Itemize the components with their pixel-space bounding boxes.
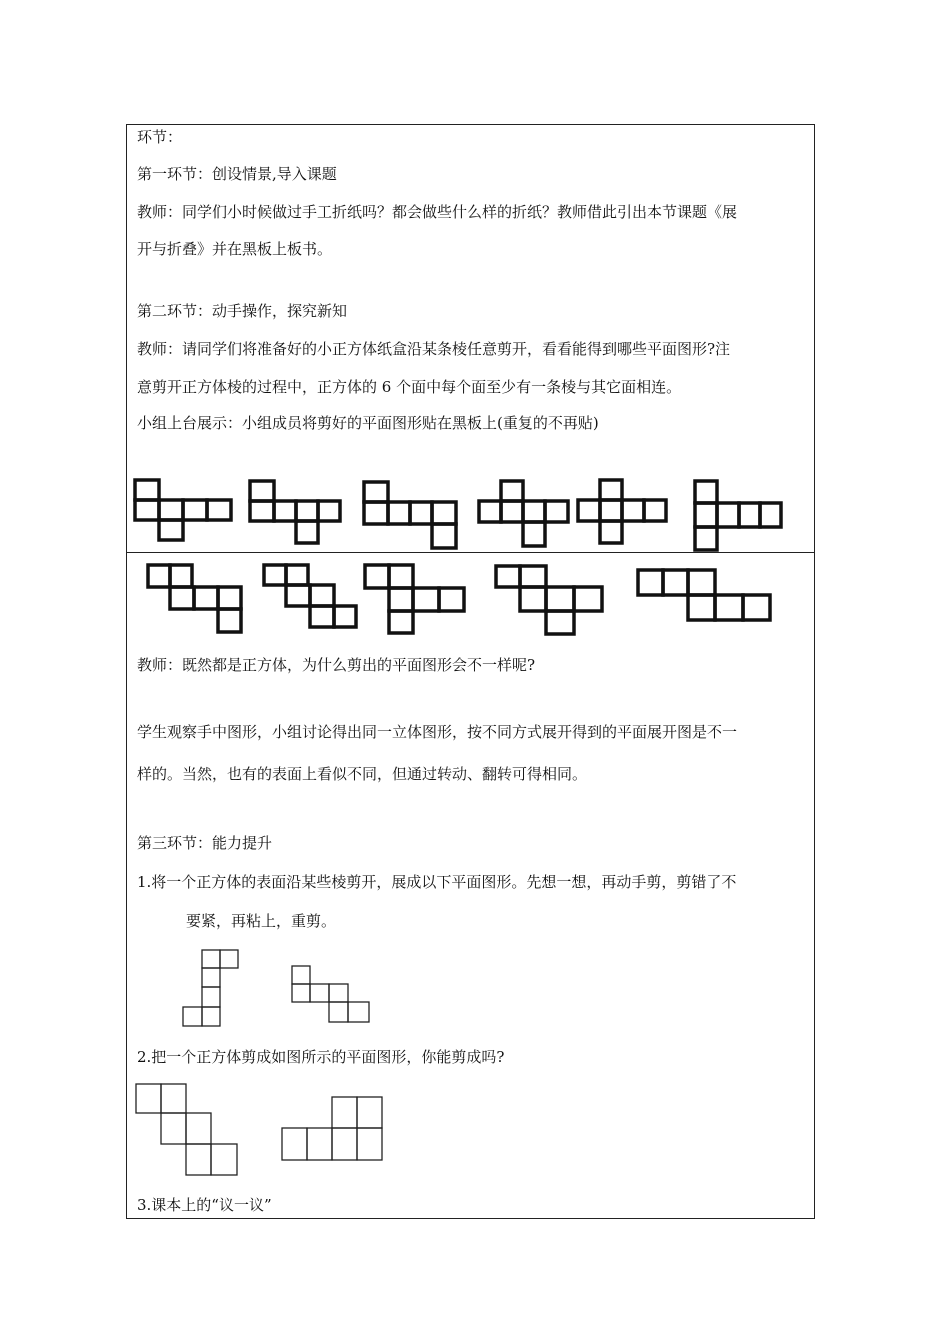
- cube-net-7: [148, 565, 241, 632]
- cube-net-5: [578, 480, 666, 543]
- cube-net-9: [365, 565, 464, 633]
- q1-line1: 1.将一个正方体的表面沿某些棱剪开，展成以下平面图形。先想一想，再动手剪，剪错了不: [137, 873, 737, 891]
- stage1-teacher-line2: 开与折叠》并在黑板上板书。: [137, 240, 333, 258]
- stage1-teacher-line1: 教师：同学们小时候做过手工折纸吗？都会做些什么样的折纸？教师借此引出本节课题《展: [137, 203, 738, 221]
- stage2-heading: 第二环节：动手操作，探究新知: [137, 302, 348, 320]
- cube-net-11: [638, 570, 770, 620]
- cube-net-8: [264, 565, 356, 627]
- q2-net-a: [136, 1084, 237, 1175]
- stage2-teacher-line2: 意剪开正方体棱的过程中，正方体的 6 个面中每个面至少有一条棱与其它面相连。: [137, 378, 682, 396]
- stage2-teacher-line1: 教师：请同学们将准备好的小正方体纸盒沿某条棱任意剪开，看看能得到哪些平面图形?注: [137, 340, 731, 358]
- cube-net-4: [479, 481, 568, 546]
- q1-net-b: [292, 966, 369, 1022]
- cube-net-2: [250, 481, 340, 543]
- section-label: 环节：: [137, 128, 183, 146]
- group-show-text: 小组上台展示：小组成员将剪好的平面图形贴在黑板上(重复的不再贴): [137, 414, 599, 432]
- stage1-heading: 第一环节：创设情景,导入课题: [137, 165, 337, 183]
- stage3-heading: 第三环节：能力提升: [137, 834, 273, 852]
- q1-line2: 要紧，再粘上，重剪。: [186, 912, 337, 930]
- teacher-question: 教师：既然都是正方体，为什么剪出的平面图形会不一样呢?: [137, 656, 536, 674]
- q3-text: 3.课本上的“议一议”: [137, 1196, 272, 1214]
- cube-net-6: [695, 481, 781, 550]
- student-line1: 学生观察手中图形，小组讨论得出同一立体图形，按不同方式展开得到的平面展开图是不一: [137, 723, 738, 741]
- q2-text: 2.把一个正方体剪成如图所示的平面图形，你能剪成吗?: [137, 1048, 505, 1066]
- q1-net-a: [183, 950, 238, 1026]
- cube-net-3: [364, 482, 456, 548]
- q2-net-b: [282, 1097, 382, 1160]
- student-line2: 样的。当然，也有的表面上看似不同，但通过转动、翻转可得相同。: [137, 765, 588, 783]
- cube-net-10: [496, 566, 602, 634]
- cube-net-1: [135, 480, 231, 540]
